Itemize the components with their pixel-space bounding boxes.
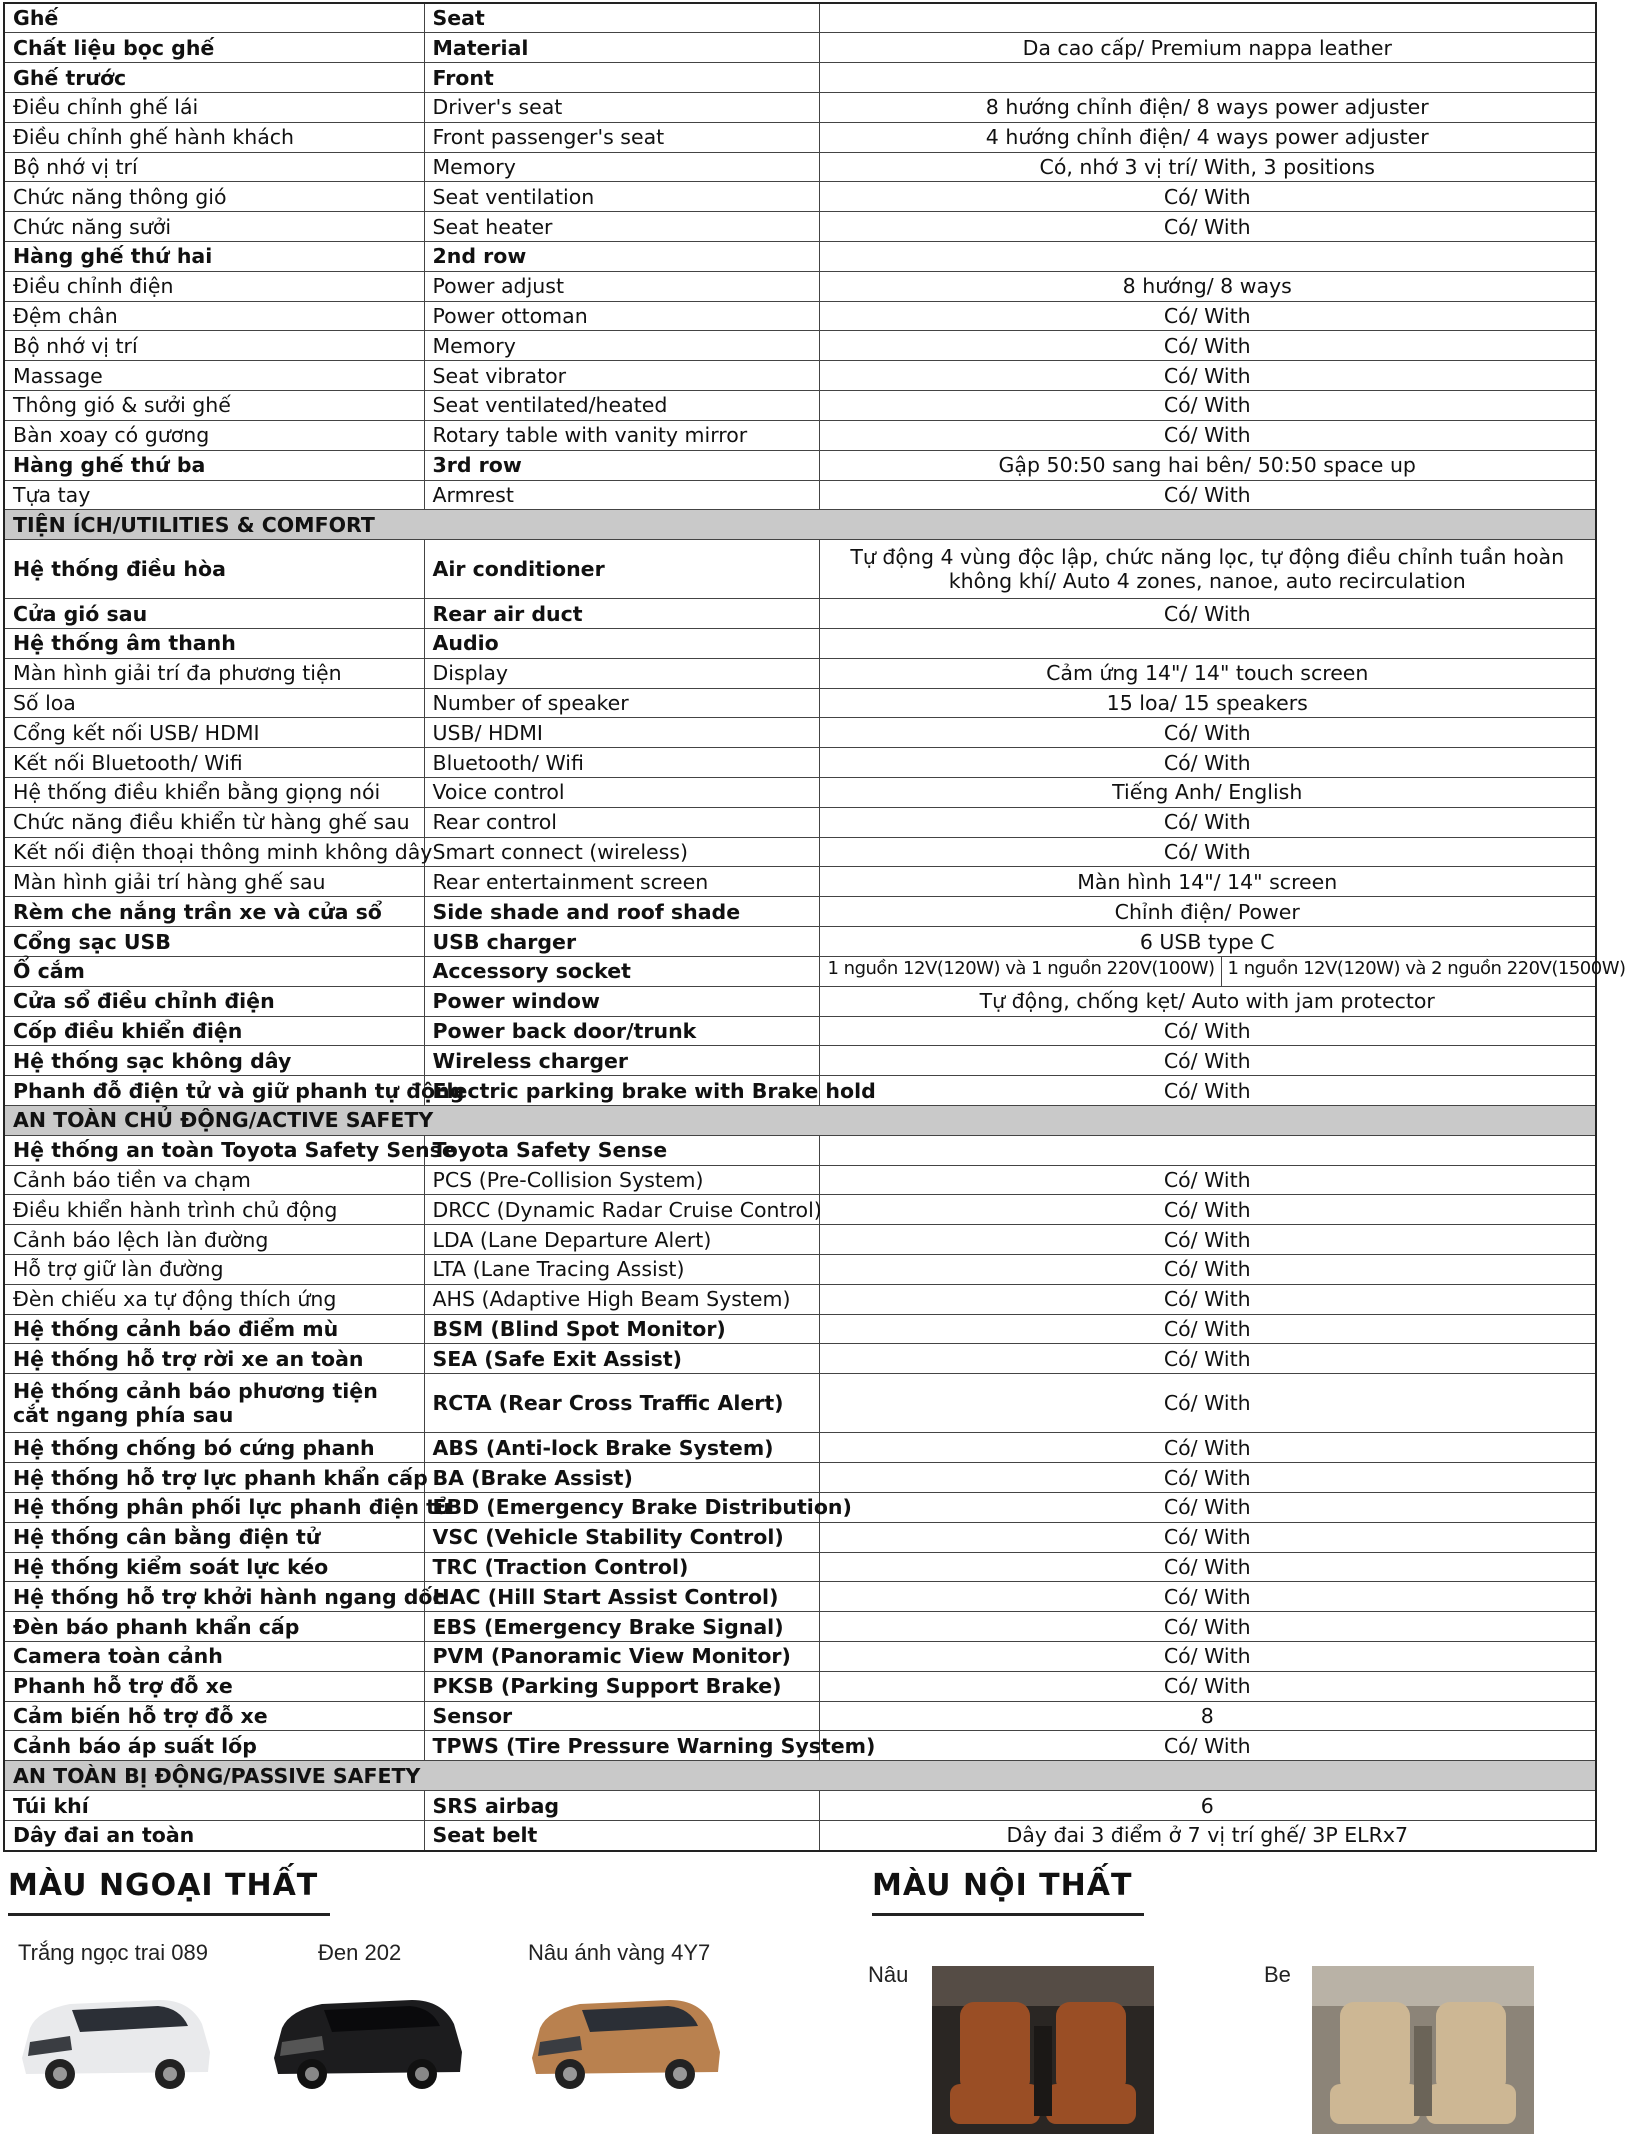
spec-row <box>4 1433 1596 1463</box>
spec-value: 8 hướng chỉnh điện/ 8 ways power adjuster <box>819 92 1596 122</box>
spec-value: Da cao cấp/ Premium nappa leather <box>819 33 1596 63</box>
spec-label-en: Bluetooth/ Wifi <box>424 748 819 778</box>
spec-value: Có/ With <box>819 1671 1596 1701</box>
spec-label-en: PVM (Panoramic View Monitor) <box>424 1642 819 1672</box>
spec-value: Có/ With <box>819 807 1596 837</box>
spec-value: 8 hướng/ 8 ways <box>819 271 1596 301</box>
spec-value: Gập 50:50 sang hai bên/ 50:50 space up <box>819 450 1596 480</box>
spec-label-vi: Massage <box>4 361 424 391</box>
spec-label-en: Smart connect (wireless) <box>424 837 819 867</box>
spec-label-vi: Điều chỉnh ghế hành khách <box>4 122 424 152</box>
spec-label-en: Wireless charger <box>424 1046 819 1076</box>
spec-row <box>4 450 1596 480</box>
spec-value <box>819 1135 1596 1165</box>
spec-row <box>4 331 1596 361</box>
spec-row <box>4 1344 1596 1374</box>
spec-value: 6 <box>819 1791 1596 1821</box>
spec-label-en: PCS (Pre-Collision System) <box>424 1165 819 1195</box>
spec-label-en: RCTA (Rear Cross Traffic Alert) <box>424 1374 819 1433</box>
section-title: TIỆN ÍCH/UTILITIES & COMFORT <box>4 510 1596 540</box>
spec-label-vi: Hệ thống âm thanh <box>4 628 424 658</box>
spec-value <box>819 956 1626 986</box>
spec-value: Có/ With <box>819 748 1596 778</box>
spec-value: Có/ With <box>819 1344 1596 1374</box>
spec-label-vi: Hệ thống hỗ trợ rời xe an toàn <box>4 1344 424 1374</box>
spec-label-en: Toyota Safety Sense <box>424 1135 819 1165</box>
spec-label-en: USB charger <box>424 927 819 957</box>
section-title: AN TOÀN BỊ ĐỘNG/PASSIVE SAFETY <box>4 1761 1596 1791</box>
spec-label-vi: Hệ thống sạc không dây <box>4 1046 424 1076</box>
spec-value: Có/ With <box>819 1374 1596 1433</box>
spec-value: Có/ With <box>819 391 1596 421</box>
spec-label-vi: Điều khiển hành trình chủ động <box>4 1195 424 1225</box>
spec-row <box>4 1255 1596 1285</box>
spec-row <box>4 1165 1596 1195</box>
spec-label-en: Rear control <box>424 807 819 837</box>
spec-row <box>4 807 1596 837</box>
spec-label-en: Memory <box>424 331 819 361</box>
spec-row <box>4 1195 1596 1225</box>
car-bronze-image <box>520 1980 730 2100</box>
spec-label-en: SEA (Safe Exit Assist) <box>424 1344 819 1374</box>
section-title: AN TOÀN CHỦ ĐỘNG/ACTIVE SAFETY <box>4 1105 1596 1135</box>
spec-row <box>4 1820 1596 1851</box>
spec-row <box>4 628 1596 658</box>
spec-value: Tự động, chống kẹt/ Auto with jam protector <box>819 986 1596 1016</box>
section-header-row <box>4 1761 1596 1791</box>
spec-label-en: Front <box>424 63 819 93</box>
spec-table <box>3 2 1626 1852</box>
exterior-color-label-bronze: Nâu ánh vàng 4Y7 <box>528 1940 711 1965</box>
spec-label-en: Material <box>424 33 819 63</box>
car-black-image <box>262 1980 472 2100</box>
spec-row <box>4 540 1596 599</box>
spec-label-vi: Hệ thống điều khiển bằng giọng nói <box>4 778 424 808</box>
spec-label-vi: Dây đai an toàn <box>4 1820 424 1851</box>
spec-label-en: Electric parking brake with Brake hold <box>424 1076 819 1106</box>
spec-row <box>4 1671 1596 1701</box>
spec-value: 8 <box>819 1701 1596 1731</box>
spec-label-vi: Chức năng thông gió <box>4 182 424 212</box>
spec-row <box>4 718 1596 748</box>
spec-row <box>4 1522 1596 1552</box>
spec-row <box>4 1612 1596 1642</box>
spec-label-vi: Đèn báo phanh khẩn cấp <box>4 1612 424 1642</box>
spec-row <box>4 658 1596 688</box>
spec-value: Có/ With <box>819 1284 1596 1314</box>
spec-label-en: Memory <box>424 152 819 182</box>
spec-value: Dây đai 3 điểm ở 7 vị trí ghế/ 3P ELRx7 <box>819 1820 1596 1851</box>
spec-label-vi: Ghế <box>4 3 424 33</box>
spec-row <box>4 3 1596 33</box>
spec-label-en: HAC (Hill Start Assist Control) <box>424 1582 819 1612</box>
spec-label-vi: Tựa tay <box>4 480 424 510</box>
spec-value-option-b: 1 nguồn 12V(120W) và 2 nguồn 220V(1500W) <box>1227 957 1626 979</box>
spec-row <box>4 1314 1596 1344</box>
spec-label-en: USB/ HDMI <box>424 718 819 748</box>
spec-label-vi: Cửa gió sau <box>4 599 424 629</box>
spec-value: Có/ With <box>819 599 1596 629</box>
spec-label-vi: Hỗ trợ giữ làn đường <box>4 1255 424 1285</box>
spec-value: Có/ With <box>819 1731 1596 1761</box>
spec-row <box>4 986 1596 1016</box>
spec-label-vi: Đệm chân <box>4 301 424 331</box>
spec-label-en: Air conditioner <box>424 540 819 599</box>
spec-row <box>4 956 1596 986</box>
interior-beige-image <box>1312 1966 1534 2134</box>
spec-label-vi: Cảm biến hỗ trợ đỗ xe <box>4 1701 424 1731</box>
spec-value: Có/ With <box>819 1255 1596 1285</box>
spec-value: Cảm ứng 14"/ 14" touch screen <box>819 658 1596 688</box>
spec-row <box>4 1701 1596 1731</box>
spec-row <box>4 420 1596 450</box>
spec-row <box>4 480 1596 510</box>
exterior-color-label-white: Trắng ngọc trai 089 <box>18 1940 208 1965</box>
spec-row <box>4 1791 1596 1821</box>
spec-label-en: Power adjust <box>424 271 819 301</box>
spec-label-en: DRCC (Dynamic Radar Cruise Control) <box>424 1195 819 1225</box>
spec-value: Có/ With <box>819 301 1596 331</box>
interior-color-label-beige: Be <box>1264 1962 1291 1987</box>
spec-value: Có/ With <box>819 1165 1596 1195</box>
spec-label-en: Voice control <box>424 778 819 808</box>
spec-row <box>4 1463 1596 1493</box>
spec-label-en: Rear entertainment screen <box>424 867 819 897</box>
spec-row <box>4 837 1596 867</box>
spec-label-vi: Hệ thống hỗ trợ khởi hành ngang dốc <box>4 1582 424 1612</box>
spec-value-option-a: 1 nguồn 12V(120W) và 1 nguồn 220V(100W) <box>828 957 1222 986</box>
spec-label-vi: Chức năng điều khiển từ hàng ghế sau <box>4 807 424 837</box>
spec-value <box>819 628 1596 658</box>
center-aisle <box>1034 2026 1052 2116</box>
spec-row <box>4 1284 1596 1314</box>
spec-label-vi: Màn hình giải trí đa phương tiện <box>4 658 424 688</box>
spec-label-vi: Điều chỉnh ghế lái <box>4 92 424 122</box>
spec-row <box>4 122 1596 152</box>
spec-value <box>819 242 1596 272</box>
interior-heading: MÀU NỘI THẤT <box>872 1868 1133 1903</box>
exterior-heading-rule <box>8 1913 330 1916</box>
spec-row <box>4 867 1596 897</box>
spec-row <box>4 1552 1596 1582</box>
spec-label-vi: Cửa sổ điều chỉnh điện <box>4 986 424 1016</box>
spec-value: Có/ With <box>819 480 1596 510</box>
car-white-image <box>10 1980 220 2100</box>
spec-row <box>4 63 1596 93</box>
spec-label-en: LTA (Lane Tracing Assist) <box>424 1255 819 1285</box>
spec-label-en: BSM (Blind Spot Monitor) <box>424 1314 819 1344</box>
spec-label-en: Seat <box>424 3 819 33</box>
spec-row <box>4 92 1596 122</box>
spec-label-en: Rear air duct <box>424 599 819 629</box>
spec-label-en: VSC (Vehicle Stability Control) <box>424 1522 819 1552</box>
spec-value: Có/ With <box>819 1463 1596 1493</box>
spec-label-vi: Chất liệu bọc ghế <box>4 33 424 63</box>
spec-value: Có/ With <box>819 837 1596 867</box>
spec-label-vi: Phanh hỗ trợ đỗ xe <box>4 1671 424 1701</box>
spec-value: Có/ With <box>819 1195 1596 1225</box>
spec-label-vi: Cảnh báo tiền va chạm <box>4 1165 424 1195</box>
spec-value: Có/ With <box>819 182 1596 212</box>
spec-label-vi: Hàng ghế thứ ba <box>4 450 424 480</box>
spec-label-vi: Hệ thống chống bó cứng phanh <box>4 1433 424 1463</box>
spec-value: Có, nhớ 3 vị trí/ With, 3 positions <box>819 152 1596 182</box>
spec-label-vi: Cốp điều khiển điện <box>4 1016 424 1046</box>
spec-label-vi: Màn hình giải trí hàng ghế sau <box>4 867 424 897</box>
spec-value: Tiếng Anh/ English <box>819 778 1596 808</box>
spec-value: Chỉnh điện/ Power <box>819 897 1596 927</box>
spec-label-en: TPWS (Tire Pressure Warning System) <box>424 1731 819 1761</box>
spec-row <box>4 152 1596 182</box>
spec-label-vi: Phanh đỗ điện tử và giữ phanh tự động <box>4 1076 424 1106</box>
spec-label-en: Seat heater <box>424 212 819 242</box>
spec-row <box>4 1016 1596 1046</box>
spec-label-vi: Hệ thống an toàn Toyota Safety Sense <box>4 1135 424 1165</box>
spec-label-vi: Bàn xoay có gương <box>4 420 424 450</box>
spec-value: 4 hướng chỉnh điện/ 4 ways power adjuster <box>819 122 1596 152</box>
spec-value: Tự động 4 vùng độc lập, chức năng lọc, tự động điều chỉnh tuần hoàn không khí/ Auto 4 zones, nanoe, auto recirculation <box>819 540 1596 599</box>
spec-label-vi: Bộ nhớ vị trí <box>4 331 424 361</box>
spec-label-en: Side shade and roof shade <box>424 897 819 927</box>
spec-label-vi: Số loa <box>4 688 424 718</box>
spec-label-en: PKSB (Parking Support Brake) <box>424 1671 819 1701</box>
spec-label-vi: Kết nối điện thoại thông minh không dây <box>4 837 424 867</box>
spec-value <box>819 63 1596 93</box>
spec-label-en: Armrest <box>424 480 819 510</box>
spec-value: Có/ With <box>819 1225 1596 1255</box>
spec-value: Màn hình 14"/ 14" screen <box>819 867 1596 897</box>
spec-value: Có/ With <box>819 331 1596 361</box>
spec-label-en: ABS (Anti-lock Brake System) <box>424 1433 819 1463</box>
spec-value: Có/ With <box>819 1642 1596 1672</box>
spec-row <box>4 599 1596 629</box>
spec-label-en: Seat ventilation <box>424 182 819 212</box>
spec-value: Có/ With <box>819 1046 1596 1076</box>
spec-label-vi: Hàng ghế thứ hai <box>4 242 424 272</box>
spec-row <box>4 182 1596 212</box>
spec-row <box>4 1076 1596 1106</box>
spec-row <box>4 1731 1596 1761</box>
spec-row <box>4 301 1596 331</box>
spec-value: Có/ With <box>819 718 1596 748</box>
spec-label-en: EBD (Emergency Brake Distribution) <box>424 1492 819 1522</box>
interior-heading-rule <box>872 1913 1144 1916</box>
spec-label-vi: Túi khí <box>4 1791 424 1821</box>
spec-value: Có/ With <box>819 1612 1596 1642</box>
spec-label-vi: Hệ thống cảnh báo điểm mù <box>4 1314 424 1344</box>
spec-label-vi: Hệ thống điều hòa <box>4 540 424 599</box>
spec-label-vi: Chức năng sưởi <box>4 212 424 242</box>
spec-label-vi: Cổng kết nối USB/ HDMI <box>4 718 424 748</box>
spec-label-vi: Kết nối Bluetooth/ Wifi <box>4 748 424 778</box>
spec-value: Có/ With <box>819 1522 1596 1552</box>
spec-label-en: LDA (Lane Departure Alert) <box>424 1225 819 1255</box>
spec-label-en: AHS (Adaptive High Beam System) <box>424 1284 819 1314</box>
spec-value <box>819 3 1596 33</box>
spec-value: 15 loa/ 15 speakers <box>819 688 1596 718</box>
section-header-row <box>4 1105 1596 1135</box>
spec-label-en: Seat belt <box>424 1820 819 1851</box>
spec-label-en: Power window <box>424 986 819 1016</box>
spec-label-en: 3rd row <box>424 450 819 480</box>
spec-value: Có/ With <box>819 361 1596 391</box>
spec-value: Có/ With <box>819 1552 1596 1582</box>
spec-label-vi: Hệ thống kiểm soát lực kéo <box>4 1552 424 1582</box>
spec-label-en: Driver's seat <box>424 92 819 122</box>
spec-row <box>4 1642 1596 1672</box>
spec-label-vi: Ổ cắm <box>4 956 424 986</box>
spec-value: Có/ With <box>819 212 1596 242</box>
spec-label-vi: Cảnh báo áp suất lốp <box>4 1731 424 1761</box>
exterior-heading: MÀU NGOẠI THẤT <box>8 1868 319 1903</box>
spec-label-en: Power back door/trunk <box>424 1016 819 1046</box>
spec-label-vi: Hệ thống cảnh báo phương tiện cắt ngang phía sau <box>4 1374 424 1433</box>
spec-label-en: Sensor <box>424 1701 819 1731</box>
spec-value: Có/ With <box>819 1314 1596 1344</box>
spec-value: Có/ With <box>819 1582 1596 1612</box>
spec-row <box>4 361 1596 391</box>
center-aisle <box>1414 2026 1432 2116</box>
spec-label-vi: Bộ nhớ vị trí <box>4 152 424 182</box>
spec-label-en: Seat ventilated/heated <box>424 391 819 421</box>
spec-label-vi: Hệ thống phân phối lực phanh điện tử <box>4 1492 424 1522</box>
spec-label-en: Number of speaker <box>424 688 819 718</box>
spec-label-vi: Hệ thống hỗ trợ lực phanh khẩn cấp <box>4 1463 424 1493</box>
spec-row <box>4 1582 1596 1612</box>
spec-label-vi: Hệ thống cân bằng điện tử <box>4 1522 424 1552</box>
spec-value: Có/ With <box>819 420 1596 450</box>
spec-label-en: Audio <box>424 628 819 658</box>
spec-label-en: 2nd row <box>424 242 819 272</box>
spec-label-en: BA (Brake Assist) <box>424 1463 819 1493</box>
spec-label-vi: Ghế trước <box>4 63 424 93</box>
spec-row <box>4 271 1596 301</box>
spec-row <box>4 748 1596 778</box>
spec-label-vi: Thông gió & sưởi ghế <box>4 391 424 421</box>
spec-body <box>4 3 1626 1851</box>
spec-value: Có/ With <box>819 1492 1596 1522</box>
spec-row <box>4 1046 1596 1076</box>
interior-brown-image <box>932 1966 1154 2134</box>
spec-label-vi: Rèm che nắng trần xe và cửa sổ <box>4 897 424 927</box>
spec-label-en: EBS (Emergency Brake Signal) <box>424 1612 819 1642</box>
spec-row <box>4 212 1596 242</box>
spec-row <box>4 33 1596 63</box>
spec-label-en: TRC (Traction Control) <box>424 1552 819 1582</box>
spec-row <box>4 1492 1596 1522</box>
spec-label-vi: Đèn chiếu xa tự động thích ứng <box>4 1284 424 1314</box>
spec-label-vi: Cổng sạc USB <box>4 927 424 957</box>
spec-label-vi: Cảnh báo lệch làn đường <box>4 1225 424 1255</box>
spec-value-split <box>827 957 1626 986</box>
interior-color-label-brown: Nâu <box>868 1962 909 1987</box>
spec-label-vi: Camera toàn cảnh <box>4 1642 424 1672</box>
spec-row <box>4 242 1596 272</box>
spec-row <box>4 897 1596 927</box>
spec-label-en: Power ottoman <box>424 301 819 331</box>
spec-row <box>4 688 1596 718</box>
spec-label-en: Display <box>424 658 819 688</box>
spec-label-en: Seat vibrator <box>424 361 819 391</box>
spec-row <box>4 1374 1596 1433</box>
spec-row <box>4 1225 1596 1255</box>
spec-label-vi: Điều chỉnh điện <box>4 271 424 301</box>
spec-value: Có/ With <box>819 1433 1596 1463</box>
spec-row <box>4 927 1596 957</box>
spec-row <box>4 1135 1596 1165</box>
spec-value: 6 USB type C <box>819 927 1596 957</box>
section-header-row <box>4 510 1596 540</box>
spec-value: Có/ With <box>819 1016 1596 1046</box>
spec-row <box>4 778 1596 808</box>
spec-label-en: Rotary table with vanity mirror <box>424 420 819 450</box>
spec-label-en: SRS airbag <box>424 1791 819 1821</box>
exterior-color-label-black: Đen 202 <box>318 1940 402 1965</box>
spec-value: Có/ With <box>819 1076 1596 1106</box>
spec-label-en: Accessory socket <box>424 956 819 986</box>
spec-label-en: Front passenger's seat <box>424 122 819 152</box>
spec-row <box>4 391 1596 421</box>
